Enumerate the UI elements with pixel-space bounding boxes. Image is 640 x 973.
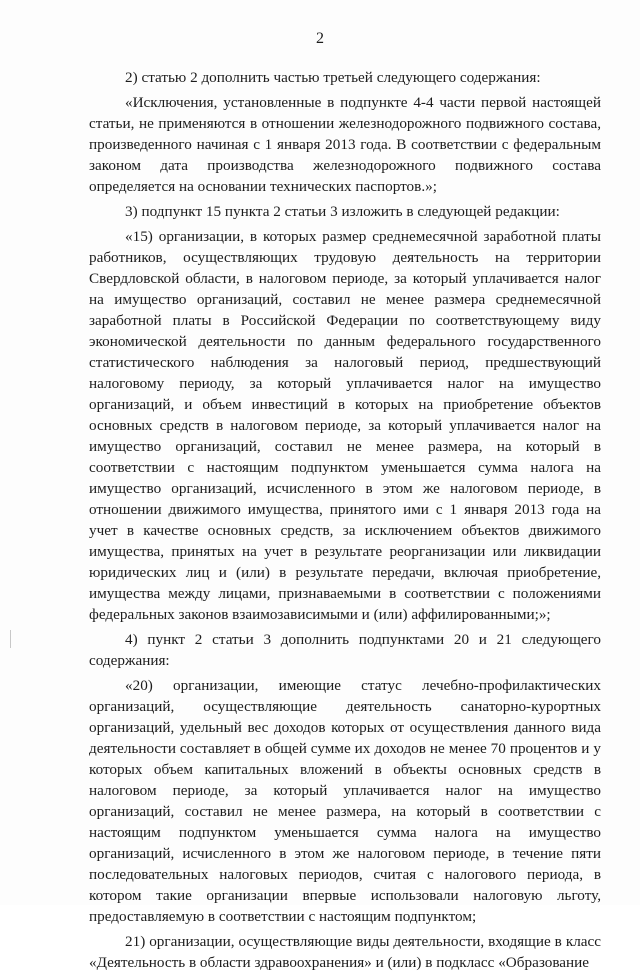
paragraph-item-3: 3) подпункт 15 пункта 2 статьи 3 изложить в следующей редакции: <box>125 203 560 220</box>
paragraph-item-3-quote: «15) организации, в которых размер среднемесячной заработной платы работников, осуществляющих трудовую деятельность на территории Свердловской области, в налоговом периоде, за который уплачивается налог на имущество организаций, составил не менее размера среднемесячной заработной платы в Российской Федерации по соответствующему виду экономической деятельности по данным федерального государственного статистического наблюдения за налоговый период, предшествующий налоговому периоду, за который уплачивается налог на имущество организаций, и объем инвестиций в которых на приобретение объектов основных средств в налоговом периоде, за который уплачивается налог на имущество организаций, составил не менее размера, на который в соответствии с настоящим подпунктом уменьшается сумма налога на имущество организаций, исчисленного в этом же налоговом периоде, в отношении движимого имущества, принятого ими с 1 января 2013 года на учет в качестве основных средств, за исключением объектов движимого имущества, принятых на учет в результате реорганизации или ликвидации юридических лиц и (или) в результате передачи, включая приобретение, имущества между лицами, признаваемыми в соответствии с положениями федеральных законов взаимозависимыми и (или) аффилированными;»; <box>89 228 601 623</box>
paragraph-subitem-21: 21) организации, осуществляющие виды деятельности, входящие в класс «Деятельность в области здравоохранения» и (или) в подкласс «Образование <box>89 933 601 971</box>
scan-artifact-mark <box>10 630 11 648</box>
document-body <box>89 67 601 973</box>
paragraph-item-4: 4) пункт 2 статьи 3 дополнить подпунктами 20 и 21 следующего содержания: <box>89 631 601 669</box>
paragraph-item-2-quote: «Исключения, установленные в подпункте 4-4 части первой настоящей статьи, не применяются в отношении железнодорожного подвижного состава, произведенного начиная с 1 января 2013 года. В соответствии с федеральным законом дата производства железнодорожного подвижного состава определяется на основании технических паспортов.»; <box>89 94 601 195</box>
page-number: 2 <box>316 30 324 47</box>
paragraph-subitem-20: «20) организации, имеющие статус лечебно-профилактических организаций, осуществляющие деятельность санаторно-курортных организаций, удельный вес доходов которых от осуществления данного вида деятельности составляет в общей сумме их доходов не менее 70 процентов и у которых объем капитальных вложений в объекты основных средств в налоговом периоде, за который уплачивается налог на имущество организаций, составил не менее размера, на который в соответствии с настоящим подпунктом уменьшается сумма налога на имущество организаций, исчисленного в этом же налоговом периоде, в течение пяти последовательных налоговых периодов, считая с налогового периода, в котором такие организации впервые использовали налоговую льготу, предоставляемую в соответствии с настоящим подпунктом; <box>89 677 601 925</box>
paragraph-item-2: 2) статью 2 дополнить частью третьей следующего содержания: <box>125 69 541 86</box>
